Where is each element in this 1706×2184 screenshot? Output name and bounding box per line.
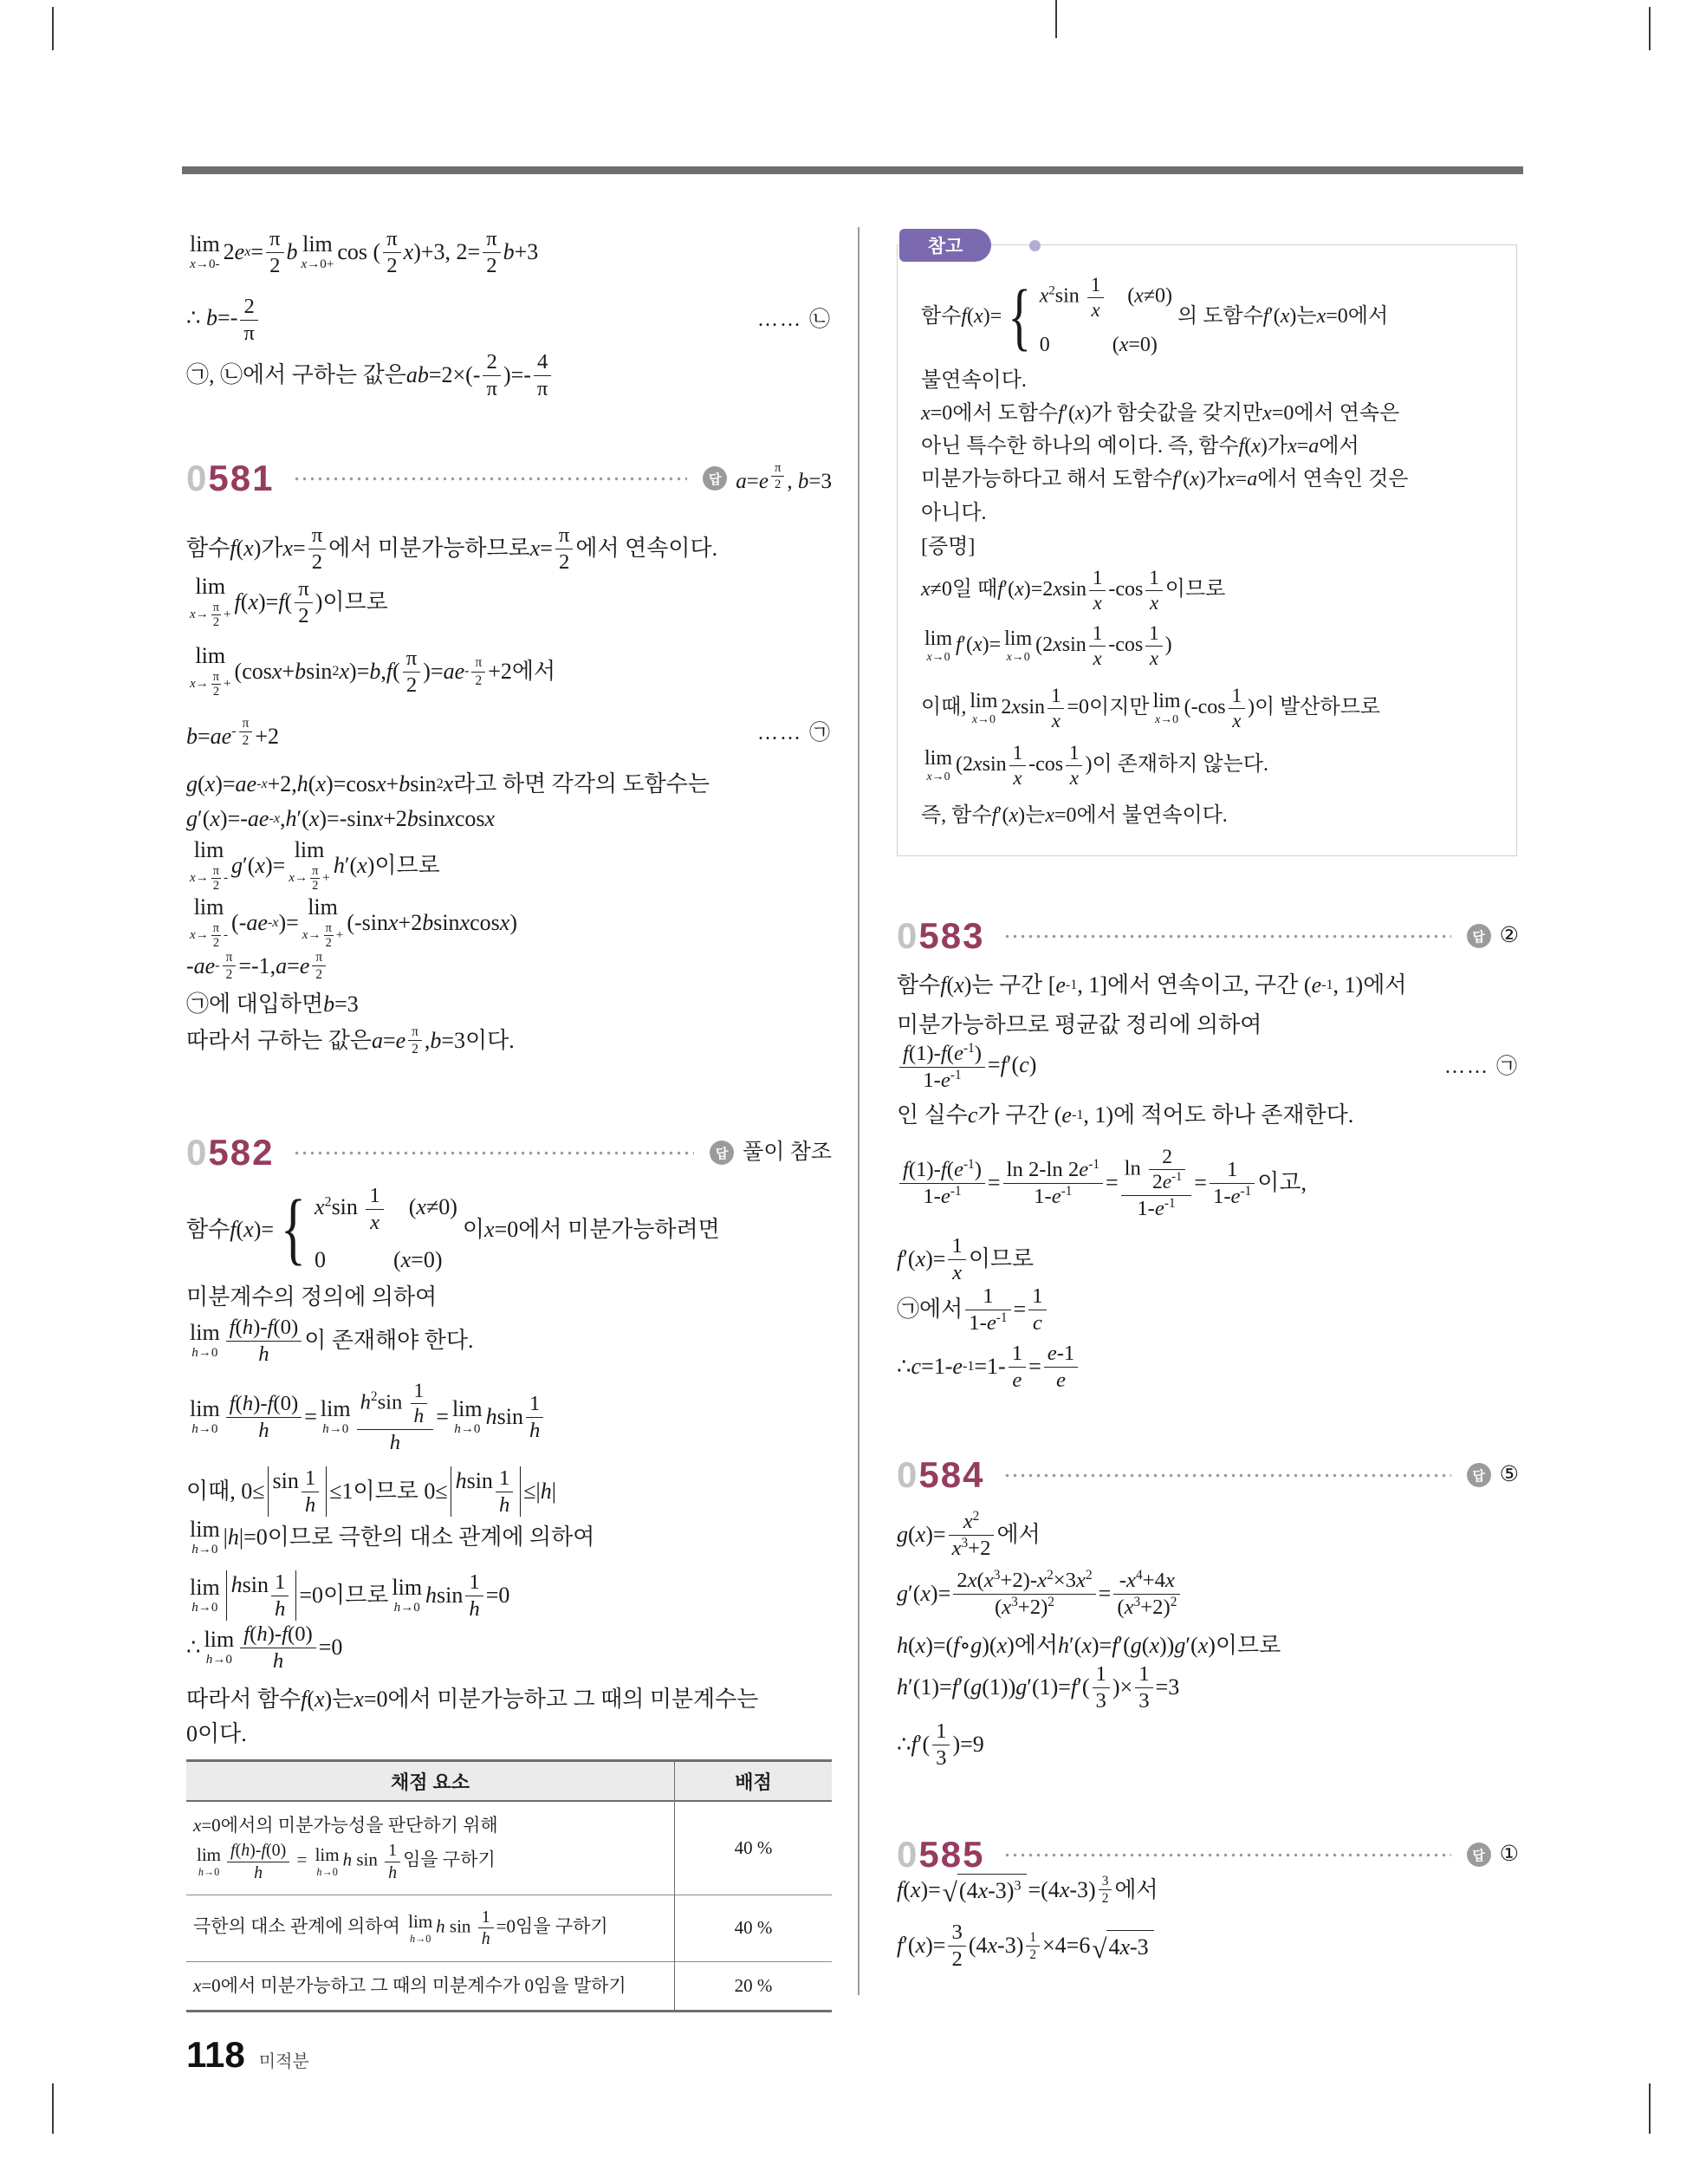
answer-badge-icon: 답 xyxy=(703,466,727,491)
math-line: 함수 f ( x )= { $x^2\sin$ $\frac{1}{x}$ (x≠0) 0 (x=0) 의 도함수 f ′( x )는 x =0에서 xyxy=(921,274,1389,358)
problem-header-0585 xyxy=(897,1834,1519,1875)
equation: $b=ae^{- \frac{\pi}{2}}$ +2 xyxy=(186,716,279,749)
reference-dot-icon xyxy=(1029,240,1041,251)
math-line: lim x→0 f ′( x )= lim x→0 (2 x sin 1 x -cos 1 x ) xyxy=(924,622,1172,669)
math-line: 따라서 구하는 값은 a = e $\frac{\pi}{2}$ , b =3이다. xyxy=(186,1024,515,1057)
crop-mark xyxy=(52,7,54,50)
math-line: lim x→0- 2 e x = π 2 b lim x→0+ cos ( $\frac{\pi}{2}$ x )+3, 2= π 2 b +3 xyxy=(190,227,539,277)
math-line xyxy=(186,716,832,751)
math-line: 아닌 특수한 하나의 예이다. 즉, 함수 f ( x )가 x = a 에서 xyxy=(921,435,1359,458)
criteria-text: lim h→0 $\frac{f(h)-f(0)}{h}$ = lim h→0 h sin $\frac{1}{h}$ 임을 구하기 xyxy=(197,1841,496,1882)
math-line: x ≠0일 때 f ′( x )=2 x sin 1 x -cos 1 x 이므로 xyxy=(921,567,1226,614)
answer-text: ① xyxy=(1499,1842,1519,1866)
math-line: 인 실수 c 가 구간 ( e -1 , 1)에 적어도 하나 존재한다. xyxy=(897,1102,1354,1128)
answer-text: 풀이 참조 xyxy=(743,1140,832,1164)
math-line: ∴ c =1- e -1 =1- 1 e = e-1 e xyxy=(897,1342,1519,1392)
dotted-leader xyxy=(1003,934,1450,939)
crop-mark xyxy=(52,2083,54,2134)
answer-badge-icon: 답 xyxy=(1467,1463,1491,1487)
math-line: 아니다. xyxy=(921,502,987,524)
right-column xyxy=(897,0,1519,2184)
table-header-score: 배점 xyxy=(675,1761,833,1802)
dotted-leader xyxy=(293,477,687,481)
problem-number: 0581 xyxy=(186,458,275,498)
math-line: g ( x )= $x^2$ $x^3+2$ 에서 xyxy=(897,1508,1041,1560)
math-line: 함수 f ( x )가 x = π 2 에서 미분가능하므로 x = π 2 에서 연속이다. xyxy=(186,523,718,574)
math-line: 함수 f ( x )= { $x^2\sin$ $\frac{1}{x}$ (x≠0) 0 (x=0) 이 x =0에서 미분가능하려면 xyxy=(186,1184,720,1274)
math-line: g ( x )= ae -x +2, h ( x )=cos x + b sin 2 x 라고 하면 각각의 도함수는 xyxy=(186,771,710,796)
equation-tag: …… ㉡ xyxy=(757,308,832,331)
math-line: lim x→ $\frac{\pi}{2}$ + f ( x )= f ( π 2 )이므로 xyxy=(190,574,388,630)
table-header-row xyxy=(186,1761,832,1802)
math-line: ㉠, ㉡에서 구하는 값은 ab =2×(- 2 π )=- 4 π xyxy=(186,350,832,400)
math-line: f ( x )= √ $(4x-3)^3$ =(4 x -3) $\frac{3}{2}$ 에서 xyxy=(897,1874,1158,1908)
math-line: g ′( x )= $2x(x^3+2)-x^2\times 3x^2$ $(x^3+2)^2$ = $-x^4+4x$ $(x^3+2)^2$ xyxy=(897,1569,1519,1619)
problem-header-0582 xyxy=(186,1132,832,1173)
score-cell: 20 % xyxy=(675,1961,833,2011)
math-line: 불연속이다. xyxy=(921,369,1027,392)
math-line: 미분가능하다고 해서 도함수 f ′( x )가 x = a 에서 연속인 것은 xyxy=(921,468,1409,491)
crop-mark xyxy=(1649,2083,1651,2134)
score-cell: 40 % xyxy=(675,1801,833,1895)
problem-number: 0585 xyxy=(897,1834,985,1875)
math-line: ㉠에 대입하면 b =3 xyxy=(186,991,359,1017)
math-line: 즉, 함수 f ′( x )는 x =0에서 불연속이다. xyxy=(921,804,1228,827)
equation-tag: …… ㉠ xyxy=(757,721,832,744)
math-line: 따라서 함수 f ( x )는 x =0에서 미분가능하고 그 때의 미분계수는 xyxy=(186,1687,759,1712)
answer-badge-icon: 답 xyxy=(710,1141,734,1165)
grading-table xyxy=(186,1759,832,2012)
criteria-text: x=0에서 미분가능하고 그 때의 미분계수가 0임을 말하기 xyxy=(193,1974,626,1996)
table-header-criteria: 채점 요소 xyxy=(186,1761,675,1802)
math-line xyxy=(186,295,832,345)
equation-tag: …… ㉠ xyxy=(1444,1055,1519,1078)
math-line: ∴ f ′( 1 3 )=9 xyxy=(897,1719,984,1770)
equation: ∴ b=- $\frac{2}{\pi}$ xyxy=(186,295,261,345)
math-line: $f(1)-f(e^{-1})$ $1-e^{-1}$ = ln 2-ln $2e^{-1}$ $1-e^{-1}$ = ln $\frac{2}{2e^{-1}}$ $1-e^{-1}$ = 1 $1-e^{-1}$ 이고, xyxy=(897,1146,1519,1220)
math-line: 0이다. xyxy=(186,1721,247,1746)
math-line: 이때, lim x→0 2 x sin 1 x =0이지만 lim x→0 (-cos 1 x )이 발산하므로 xyxy=(921,685,1381,731)
page-number: 118 xyxy=(186,2034,245,2075)
math-line: ∴ lim h→0 f(h)-f(0) h =0 xyxy=(186,1622,343,1673)
answer-text: ⑤ xyxy=(1499,1462,1519,1486)
math-line: 이때, 0≤ sin 1 h ≤1이므로 0≤ h sin 1 h ≤| h | xyxy=(186,1466,556,1517)
math-line: 미분가능하므로 평균값 정리에 의하여 xyxy=(897,1012,1262,1037)
math-line: - ae - $\frac{\pi}{2}$ =-1, a = e $\frac{\pi}{2}$ xyxy=(186,950,832,982)
answer-text: ② xyxy=(1499,923,1519,947)
math-line xyxy=(897,1042,1519,1092)
criteria-text: x=0에서의 미분가능성을 판단하기 위해 xyxy=(193,1815,498,1836)
page-subject: 미적분 xyxy=(258,2052,309,2071)
math-line: lim h→0 f(h)-f(0) h 이 존재해야 한다. xyxy=(190,1316,474,1366)
math-line: f ′( x )= 1 x 이므로 xyxy=(897,1234,1035,1284)
dotted-leader xyxy=(1003,1473,1450,1478)
equation: $\frac{f(1)-f(e^{-1})}{1-e^{-1}}$ =f′(c) xyxy=(897,1042,1036,1092)
math-line: [증명] xyxy=(921,536,976,558)
criteria-text: 극한의 대소 관계에 의하여 lim h→0 h sin $\frac{1}{h}$ =0임을 구하기 xyxy=(193,1907,608,1949)
answer-text: a=e $^{\frac{\pi}{2}}$ , b=3 xyxy=(736,460,832,493)
math-line: lim x→0 (2 x sin 1 x -cos 1 x )이 존재하지 않는다. xyxy=(924,742,1268,789)
left-column xyxy=(186,0,832,2184)
table-row xyxy=(186,1961,832,2011)
math-line: lim x→ $\frac{\pi}{2}$ - g ′( x )= lim x→ $\frac{\pi}{2}$ + h ′( x )이므로 xyxy=(190,837,440,894)
math-line: g ′( x )=- ae -x , h ′( x )=-sin x +2 b sin x cos x xyxy=(186,806,496,831)
math-line: lim h→0 f(h)-f(0) h = lim h→0 $h^2\sin$ $\frac{1}{h}$ h = lim h→0 h sin 1 h xyxy=(186,1380,832,1454)
math-line: lim x→ $\frac{\pi}{2}$ + (cos x + b sin 2 x )= b , f ( π 2 )= ae - $\frac{\pi}{2}$ +2에서 xyxy=(190,643,556,699)
math-line: lim x→ $\frac{\pi}{2}$ - (- ae -x )= lim x→ $\frac{\pi}{2}$ + (-sin x +2 b sin x cos x ) xyxy=(190,894,517,951)
answer-badge-icon: 답 xyxy=(1467,1843,1491,1867)
math-line: 미분계수의 정의에 의하여 xyxy=(186,1284,438,1310)
problem-number: 0582 xyxy=(186,1132,275,1173)
reference-badge: 참고 xyxy=(899,229,991,262)
score-cell: 40 % xyxy=(675,1895,833,1961)
math-line: lim h→0 | h |=0이므로 극한의 대소 관계에 의하여 xyxy=(190,1517,595,1557)
math-line: h ( x )=( f ∘ g )( x )에서 h ′( x )= f ′( g ( x )) g ′( x )이므로 xyxy=(897,1633,1281,1658)
math-line: lim h→0 h sin 1 h =0이므로 lim h→0 h sin 1 h =0 xyxy=(190,1570,510,1621)
column-divider xyxy=(858,227,859,1995)
problem-number: 0584 xyxy=(897,1454,985,1495)
math-line: h ′(1)= f ′( g (1)) g ′(1)= f ′( 1 3 )× 1 3 =3 xyxy=(897,1662,1180,1713)
math-line: x =0에서 도함수 f ′( x )가 함숫값을 갖지만 x =0에서 연속은 xyxy=(921,402,1400,425)
table-row xyxy=(186,1801,832,1895)
page-footer xyxy=(186,2034,309,2075)
dotted-leader xyxy=(1003,1853,1450,1857)
math-line: 함수 f ( x )는 구간 [ e -1 , 1]에서 연속이고, 구간 ( e -1 , 1)에서 xyxy=(897,972,1407,998)
problem-header-0584 xyxy=(897,1454,1519,1496)
crop-mark xyxy=(1649,7,1651,50)
problem-number: 0583 xyxy=(897,915,985,956)
math-line: ㉠에서 1 $1-e^{-1}$ = 1 c xyxy=(897,1284,1519,1335)
table-row xyxy=(186,1895,832,1961)
problem-header-0583 xyxy=(897,915,1519,957)
dotted-leader xyxy=(293,1151,694,1155)
problem-header-0581 xyxy=(186,458,832,499)
answer-badge-icon: 답 xyxy=(1467,924,1491,948)
math-line: f ′( x )= 3 2 (4 x -3) $\frac{1}{2}$ ×4=6 √ 4x-3 xyxy=(897,1921,1519,1971)
